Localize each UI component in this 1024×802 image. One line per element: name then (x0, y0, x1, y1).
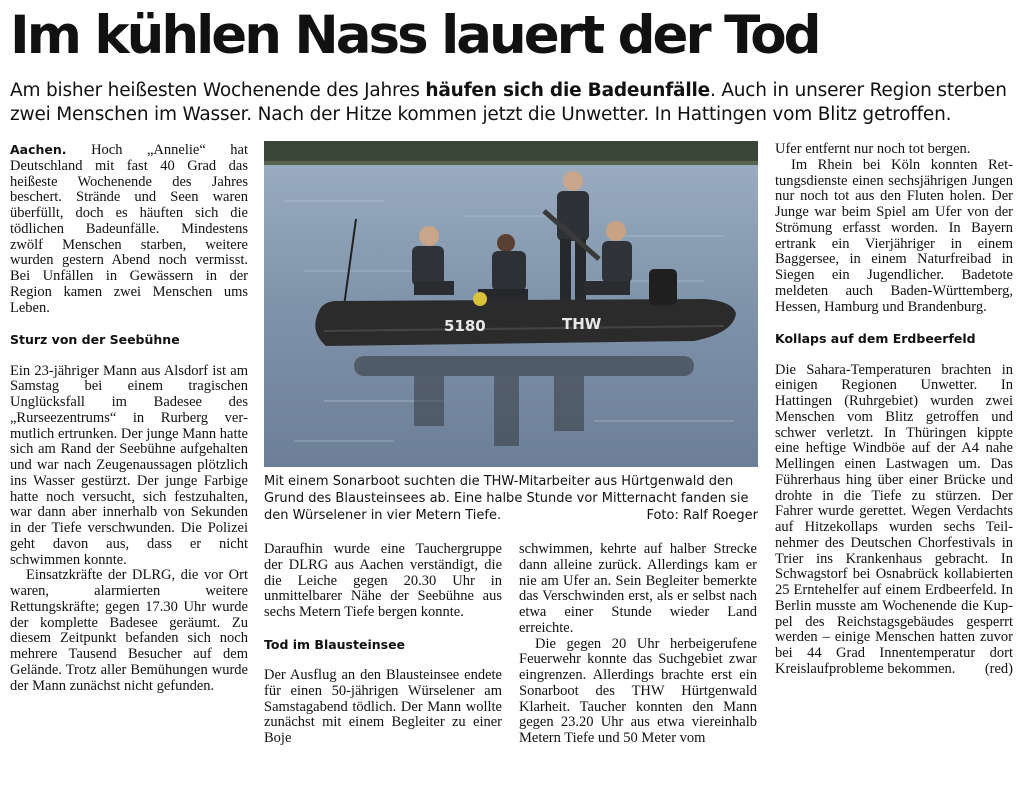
deck-part-2: . Auch in unserer Region sterben zwei Menschen im Wasser. Nach der Hitze kommen jetzt die Unwetter. In Hattingen vom Blitz getroffen. (10, 80, 1007, 125)
photo-credit: Foto: Ralf Roeger (646, 508, 758, 523)
yellow-buoy (473, 292, 487, 306)
paragraph-feuerwehr: Die gegen 20 Uhr herbeigerufene Feuerwehr konnte das Suchgebiet zwar eingrenzen. Allerdings brachte erst ein Sonarboot des THW Hürtgenwald Klarheit. Taucher konnten den Mann gegen 23.20 Uhr aus etwa viereinhalb Metern Tiefe und 50 Meter vom (519, 635, 757, 746)
paragraph-dlrg: Einsatzkräfte der DLRG, die vor Ort waren, alarmierten weitere Rettungskräfte; gegen 17.30 Uhr wurde der komplette Badesee geräumt. Zu diesem Zeitpunkt befanden sich noch mehrere Tausend Besucher auf dem Gelände. Trotz aller Bemühungen wurde der Mann zunächst nicht gefunden. (10, 567, 248, 694)
intro-text: Hoch „Annelie“ hat Deutschland mit fast 40 Grad das heißeste Wochenende des Jahres beschert. Strände und Seen waren überfüllt, doch es häuften sich die tödlichen Badeunfälle. Mindestens zwölf Menschen starben, weitere wurden gestern Abend noch vermisst. Bei Unfällen in Gewässern in der Region kamen zwei Menschen ums Leben. (10, 142, 248, 316)
column-2 (264, 542, 502, 747)
photo-caption (264, 473, 758, 524)
paragraph-taucher: Daraufhin wurde eine Tauchergruppe der DLRG aus Aachen verständigt, die die Leiche gegen 20.30 Uhr in unmittelbarer Nähe der Seebühne aus sechs Metern Tiefe bergen konnte. (264, 541, 502, 620)
caption-text: Mit einem Sonarboot suchten die THW-Mitarbeiter aus Hürtgenwald den Grund des Blausteinsees ab. Eine halbe Stunde vor Mitternacht fanden sie den Würselener in vier Metern Tiefe. (264, 474, 749, 523)
paragraph-ausflug: Der Ausflug an den Blausteinsee endete für einen 50-jährigen Würselener am Samstagabend tödlich. Der Mann wollte zunächst mit einem Begleiter zu einer Boje (264, 667, 502, 746)
subhead-seebuehne: Sturz von der Seebühne (10, 332, 180, 347)
dateline: Aachen. (10, 142, 67, 157)
paragraph-sahara (775, 363, 1013, 678)
column-4 (775, 142, 1013, 678)
deck-part-1: Am bisher heißesten Wochenende des Jahres (10, 80, 426, 101)
paragraph-schwimmen: schwimmen, kehrte auf halber Strecke dann alleine zurück. Allerdings kam er nie am Ufer an. Sein Begleiter bemerkte das Verschwinden erst, als er selbst nach etwa einer Stunde wieder Land erreichte. (519, 541, 757, 636)
column-1 (10, 142, 248, 694)
column-3 (519, 542, 757, 747)
author-signature: (red) (984, 660, 1013, 677)
paragraph-rhein: Im Rhein bei Köln konnten Rettungsdienste einen sechsjährigen Jungen nur noch tot aus den Fluten holen. Der Junge war beim Spiel am Ufer von der Strömung erfasst worden. In Bayern ertrank ein Vierjähriger in einem Baggersee, in einem Naturfreibad in Siegen ein Jugendlicher. Badetote meldeten auch Baden-Württemberg, Hessen, Hamburg und Brandenburg. (775, 156, 1013, 315)
headline: Im kühlen Nass lauert der Tod (10, 5, 819, 66)
boat-number: 5180 (444, 317, 486, 335)
paragraph-alsdorf: Ein 23-jähriger Mann aus Alsdorf ist am Samstag bei einem tragischen Unglücksfall im Badesee des „Rurseezentrums“ in Rurberg vermutlich ertrunken. Der junge Mann hatte sich am Rand der Seebühne aufgehalten und war nach Zeugenaussagen plötzlich ins Wasser gestürzt. Der junge Farbige hatte noch versucht, sich festzuhalten, war dann aber innerhalb von Sekunden in der Tiefe verschwunden. Die Polizei geht davon aus, dass er nicht schwimmen konnte. (10, 362, 248, 568)
boat-hull (315, 299, 736, 346)
boat-photo (264, 141, 758, 467)
sahara-text: Die Sahara-Temperaturen brachten in einigen Regionen Unwetter. In Hattingen (Ruhrgebiet) wurden zwei Menschen vom Blitz getroffen und schwer verletzt. In Thüringen kippte eine heftige Windböe auf der A4 nahe Mellingen einen Lastwagen um. Das Führerhaus hing über einer Brücke und drohte in die Tiefe zu stürzen. Der Fahrer wurde gerettet. Wegen Verdachts auf Hitzekollaps wurden sechs Teilnehmer des Deutschen Chorfestivals in Trier ins Krankenhaus gebracht. In Schwagstorf bei Osnabrück kollabierten 25 Erntehelfer auf einem Erdbeerfeld. In Berlin musste am Wochenende die Kuppel des Reichstagsgebäudes gesperrt werden – einige Menschen hatten zuvor bei 44 Grad Innentemperatur dort Kreislaufprobleme bekommen. (775, 361, 1013, 677)
subhead-blausteinsee: Tod im Blausteinsee (264, 636, 406, 652)
intro-paragraph (10, 142, 248, 316)
outboard-motor (649, 269, 677, 305)
boat-label: THW (562, 315, 602, 333)
subhead-erdbeerfeld: Kollaps auf dem Erdbeerfeld (775, 331, 976, 346)
deck-bold: häufen sich die Badeunfälle (425, 80, 710, 101)
treeline (264, 141, 758, 163)
deck (10, 79, 1014, 127)
paragraph-ufer: Ufer entfernt nur noch tot bergen. (775, 141, 971, 157)
